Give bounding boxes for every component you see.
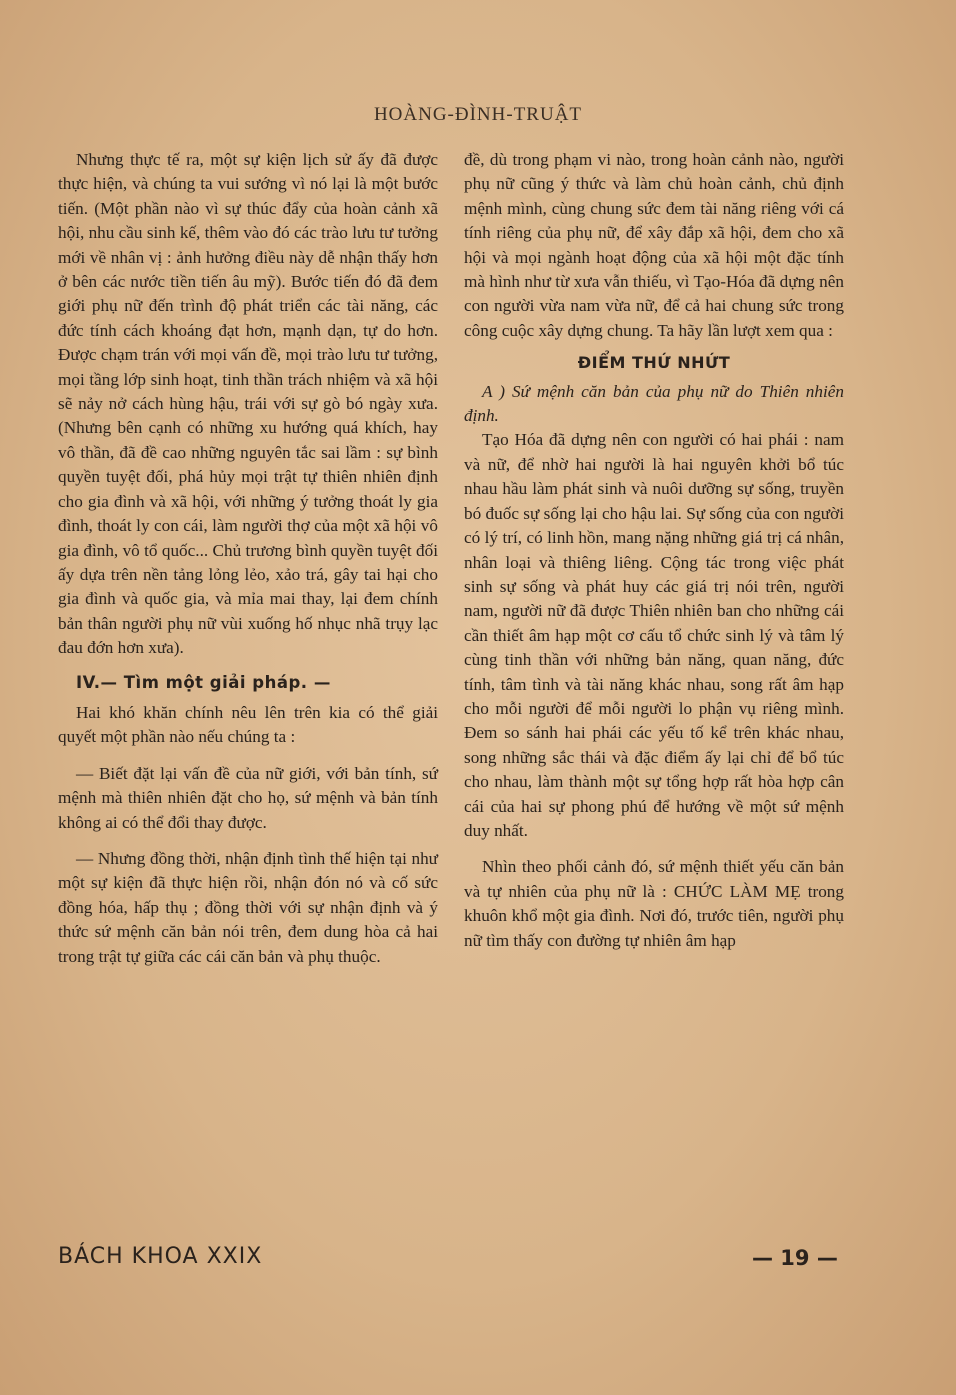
left-paragraph-3: — Biết đặt lại vấn đề của nữ giới, với bản tính, sứ mệnh mà thiên nhiên đặt cho họ, sứ mệnh và bản tính không ai có thể đổi thay được. — [58, 763, 438, 832]
left-paragraph-1: Nhưng thực tế ra, một sự kiện lịch sử ấy đã được thực hiện, và chúng ta vui sướng vì nó lại là một bước tiến. (Một phần nào vì sự thúc đẩy của hoàn cảnh xã hội, nhu cầu sinh kế, thêm vào đó các trào lưu tư tưởng mới về nhân vị : ảnh hưởng điều này dễ nhận thấy hơn ở bên các nước tiền tiến âu mỹ). Bước tiến đó đã đem giới phụ nữ đến trình độ phát triển các tài năng, các đức tính cách khoáng đạt hơn, mạnh dạn, tự do hơn. Được chạm trán với mọi vấn đề, mọi trào lưu tư tưởng, mọi tầng lớp sinh hoạt, tinh thần trách nhiệm và xã hội sẽ nảy nở cách hùng hậu, trái với sự gò bó ngày xưa. (Nhưng bên cạnh có những xu hướng quá khích, hay vô thần, đã đề cao những nguyên tắc sai lầm : sự bình quyền tuyệt đối, phá hủy mọi trật tự thiên nhiên định cho gia đình và xã hội, với những ý tưởng thoát ly gia đình, thoát ly con cái, làm người thợ của một xã hội vô gia đình, vô tổ quốc... Chủ trương bình quyền tuyệt đối ấy dựa trên nền tảng lỏng lẻo, xảo trá, gây tai hại cho gia đình và quốc gia, và mỉa mai thay, lại đem chính bản thân người phụ nữ vùi xuống hố nhục nhã trụy lạc đau đớn hơn xưa). — [58, 150, 438, 658]
right-column — [464, 148, 844, 953]
subheading: A ) Sứ mệnh căn bản của phụ nữ do Thiên nhiên định. — [464, 381, 844, 426]
page-number: — 19 — — [752, 1246, 838, 1270]
journal-title: BÁCH KHOA XXIX — [58, 1244, 263, 1269]
left-paragraph-2: Hai khó khăn chính nêu lên trên kia có thể giải quyết một phần nào nếu chúng ta : — [58, 702, 438, 747]
right-paragraph-1: đề, dù trong phạm vi nào, trong hoàn cảnh nào, người phụ nữ cũng ý thức và làm chủ hoàn cảnh, chủ định mệnh mình, cùng chung sức đem tài năng riêng với cá tính riêng của phụ nữ, để xây đắp xã hội, đem cho xã hội và mọi ngành hoạt động của xã hội một đặc tính mà hình như từ xưa vẫn thiếu, vì Tạo-Hóa đã dựng nên con người vừa nam vừa nữ, để cả hai chung sức trong công cuộc xây dựng chung. Ta hãy lần lượt xem qua : — [464, 150, 844, 340]
running-title: HOÀNG-ĐÌNH-TRUẬT — [373, 104, 583, 125]
right-paragraph-3: Nhìn theo phối cảnh đó, sứ mệnh thiết yếu căn bản và tự nhiên của phụ nữ là : CHỨC LÀM MẸ trong khuôn khổ một gia đình. Nơi đó, trước tiên, người phụ nữ tìm thấy con đường tự nhiên âm hạp — [464, 857, 844, 950]
right-paragraph-2: Tạo Hóa đã dựng nên con người có hai phái : nam và nữ, để nhờ hai người là hai nguyên khởi bổ túc nhau hầu làm phát sinh và nuôi dưỡng sự sống, truyền bó đuốc sự sống lại cho hậu lai. Sự sống của con người có lý trí, có linh hồn, mang nặng những giá trị cá nhân, nhân loại và thiêng liêng. Cộng tác trong việc phát sinh sự sống và phát huy các giá trị nói trên, người nam, người nữ đã được Thiên nhiên ban cho những cái cần thiết âm hạp một cơ cấu tổ chức sinh lý và tâm lý cùng tinh thần với những bản năng, quan năng, đức tính, tâm tình và tài năng khác nhau, song rất âm hạp cho mỗi người để mỗi người lo phận vụ riêng mình. Đem so sánh hai phái các yếu tố kể trên khác nhau, song những sắc thái và đặc điểm ấy lại chỉ để bổ túc cho nhau, làm thành một sự tổng hợp rất hòa hợp cân cái của hai sự phong phú để hướng về một sứ mệnh duy nhất. — [464, 430, 844, 840]
left-column — [58, 148, 438, 969]
section-heading: IV.— Tìm một giải pháp. — — [76, 672, 331, 692]
point-heading: ĐIỂM THỨ NHỨT — [577, 353, 731, 373]
left-paragraph-4: — Nhưng đồng thời, nhận định tình thế hiện tại như một sự kiện đã thực hiện rồi, nhận đón nó và cố sức đồng hóa, hấp thụ ; đồng thời với sự nhận định và ý thức sứ mệnh căn bản nói trên, đem dung hòa cả hai trong trật tự giữa các cái căn bản và phụ thuộc. — [58, 848, 438, 966]
